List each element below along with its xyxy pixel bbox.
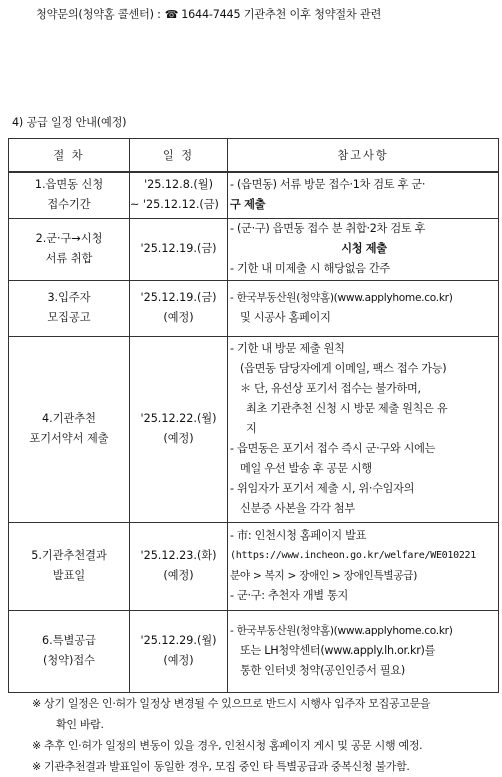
date-text: (예정) xyxy=(163,569,194,582)
date-text: '25.12.19.(금) xyxy=(140,291,217,304)
date-cell xyxy=(130,280,228,336)
header-date: 일 정 xyxy=(130,139,228,173)
note-text: 메일 우선 발송 후 공문 시행 xyxy=(240,462,372,475)
note-text: - 기한 내 미제출 시 해당없음 간주 xyxy=(230,262,390,275)
note-text: 신분증 사본을 각각 첨부 xyxy=(240,502,355,515)
step-text: 접수기간 xyxy=(47,198,91,212)
date-cell xyxy=(130,610,228,692)
date-text: (예정) xyxy=(163,311,194,324)
step-cell xyxy=(9,280,130,336)
note-text: - 한국부동산원(청약홈)(www.applyhome.co.kr) xyxy=(230,625,453,637)
footnote-mark: ※ xyxy=(32,697,41,710)
note-text: 구 제출 xyxy=(230,198,266,212)
step-text: 서류 취합 xyxy=(45,252,93,265)
phone-icon: ☎ xyxy=(164,8,179,21)
date-cell xyxy=(130,218,228,280)
note-text: 또는 LH청약센터(www.apply.lh.or.kr)를 xyxy=(240,644,436,657)
date-text: '25.12.23.(화) xyxy=(140,549,217,562)
date-text: (예정) xyxy=(163,432,194,445)
step-text: 4.기관추천 xyxy=(42,412,96,425)
date-cell xyxy=(130,522,228,610)
notes-cell xyxy=(228,610,499,692)
header-step: 절 차 xyxy=(9,139,130,173)
inquiry-text: 1644-7445 기관추천 이후 청약절차 관련 xyxy=(181,8,382,21)
step-text: 2.군·구→시청 xyxy=(35,232,103,245)
date-cell xyxy=(130,172,228,218)
step-text: 5.기관추천결과 xyxy=(31,549,107,562)
step-text: 6.특별공급 xyxy=(42,634,96,647)
note-text: 지 xyxy=(246,422,257,435)
step-text: 1.읍면동 신청 xyxy=(34,178,104,192)
note-text: - (읍면동) 서류 방문 접수·1차 검토 후 군· xyxy=(230,178,426,192)
footnote-continuation: 확인 바람. xyxy=(56,718,104,731)
date-cell xyxy=(130,336,228,522)
footnote-mark: ※ xyxy=(32,760,41,773)
table-row xyxy=(9,522,499,610)
note-text: ＊ 단, 유선상 포기서 접수는 불가하며, xyxy=(240,382,421,395)
date-text: '25.12.22.(월) xyxy=(140,412,217,425)
note-text: - 읍면동은 포기서 접수 즉시 군·구와 시에는 xyxy=(230,442,436,455)
note-text: 최초 기관추천 신청 시 방문 제출 원칙은 유 xyxy=(246,402,448,415)
note-text: 통한 인터넷 청약(공인인증서 필요) xyxy=(240,664,405,677)
date-text: '25.12.19.(금) xyxy=(140,242,217,255)
footnote-item xyxy=(32,756,498,777)
date-text: '25.12.29.(월) xyxy=(140,634,217,647)
footnote-text: 추후 인·허가 일정의 변동이 있을 경우, 인천시청 홈페이지 게시 및 공문 시행 예정. xyxy=(44,739,423,752)
notes-cell xyxy=(228,336,499,522)
note-text: 분야 > 복지 > 장애인 > 장애인특별공급) xyxy=(230,570,418,582)
footnote-text: 기관추천결과 발표일이 동일한 경우, 모집 중인 타 특별공급과 중복신청 불가함. xyxy=(44,760,410,773)
step-cell xyxy=(9,172,130,218)
step-text: (청약)접수 xyxy=(43,654,95,667)
table-header-row xyxy=(9,139,499,173)
step-text: 3.입주자 xyxy=(47,291,91,304)
date-text: (예정) xyxy=(163,654,194,667)
notes-cell xyxy=(228,280,499,336)
step-text: 포기서약서 제출 xyxy=(29,432,109,445)
table-row xyxy=(9,172,499,218)
table-row xyxy=(9,280,499,336)
supply-schedule-table xyxy=(8,138,499,693)
notes-cell xyxy=(228,218,499,280)
footnote-item xyxy=(32,693,498,735)
note-text: - (군·구) 읍면동 접수 분 취합·2차 검토 후 xyxy=(230,222,426,235)
step-cell xyxy=(9,610,130,692)
date-text: '25.12.8.(월) xyxy=(144,178,213,192)
notes-cell xyxy=(228,172,499,218)
table-row xyxy=(9,336,499,522)
notes-cell xyxy=(228,522,499,610)
table-row xyxy=(9,610,499,692)
step-cell xyxy=(9,522,130,610)
note-text: (읍면동 담당자에게 이메일, 팩스 접수 가능) xyxy=(240,362,447,375)
note-text: - 한국부동산원(청약홈)(www.applyhome.co.kr) xyxy=(230,292,453,304)
header-notes: 참고사항 xyxy=(228,139,499,173)
note-text: - 기한 내 방문 제출 원칙 xyxy=(230,342,345,355)
note-url: (https://www.incheon.go.kr/welfare/WE010221 xyxy=(230,550,476,561)
note-text: - 市: 인천시청 홈페이지 발표 xyxy=(230,529,367,542)
step-text: 모집공고 xyxy=(47,311,91,324)
inquiry-label: 청약문의(청약홈 콜센터) : xyxy=(36,8,161,21)
footnote-text: 상기 일정은 인·허가 일정상 변경될 수 있으므로 반드시 시행사 입주자 모집공고문을 xyxy=(44,697,431,710)
note-text: - 위임자가 포기서 제출 시, 위·수임자의 xyxy=(230,482,415,495)
table-row xyxy=(9,218,499,280)
footnote-item xyxy=(32,735,498,756)
step-cell xyxy=(9,336,130,522)
date-text: ~ '25.12.12.(금) xyxy=(130,198,219,212)
step-text: 발표일 xyxy=(52,569,86,582)
step-cell xyxy=(9,218,130,280)
note-text: 및 시공사 홈페이지 xyxy=(240,311,331,324)
inquiry-line xyxy=(36,6,381,22)
footnotes xyxy=(32,693,498,777)
note-text: - 군·구: 추천자 개별 통지 xyxy=(230,589,349,602)
footnote-mark: ※ xyxy=(32,739,41,752)
section-title: 4) 공급 일정 안내(예정) xyxy=(12,116,127,129)
note-text: 시청 제출 xyxy=(341,242,387,255)
